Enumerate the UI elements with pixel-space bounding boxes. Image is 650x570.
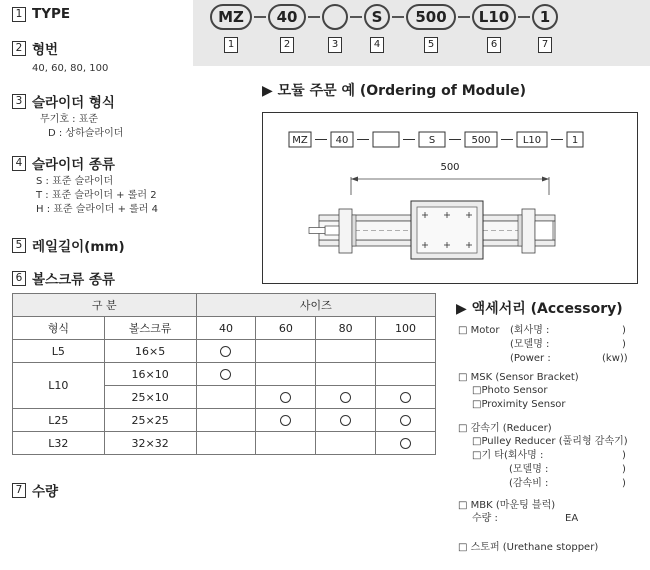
available-mark-icon (220, 369, 231, 380)
section-number: 1 (12, 7, 26, 22)
mark-cell (376, 340, 436, 363)
reducer-pulley: □Pulley Reducer (풀리형 감속기) (472, 436, 628, 447)
section-model (12, 38, 108, 76)
section-label: 슬라이더 형식 (32, 95, 115, 111)
section-slider-type (12, 91, 123, 141)
col-size: 40 (196, 317, 256, 340)
mark-cell (256, 409, 316, 432)
row-screw: 16×10 (104, 363, 196, 386)
code-dash (392, 16, 404, 18)
order-part: L10 (522, 135, 542, 146)
table-row (13, 340, 436, 363)
available-mark-icon (280, 415, 291, 426)
code-part-ballscrew (472, 4, 516, 53)
code-dash (308, 16, 320, 18)
reducer-ratio: (감속비 : (509, 478, 549, 489)
mark-cell (196, 432, 256, 455)
reducer-model-close: ) (622, 464, 626, 475)
accessory-msk: □ MSK (Sensor Bracket) (458, 372, 579, 383)
code-dash (254, 16, 266, 18)
code-pill: 40 (268, 4, 306, 30)
mark-cell (196, 363, 256, 386)
available-mark-icon (220, 346, 231, 357)
mark-cell (316, 409, 376, 432)
row-type: L5 (13, 340, 105, 363)
reducer-model: (모델명 : (509, 464, 549, 475)
mark-cell (376, 409, 436, 432)
section-label: TYPE (32, 6, 71, 22)
table-header-row (13, 317, 436, 340)
slider-kind-item: T : 표준 슬라이더 + 롤러 2 (36, 190, 157, 201)
mark-cell (316, 432, 376, 455)
section-slider-kind (12, 153, 158, 217)
section-number: 5 (12, 238, 26, 253)
code-part-quantity (532, 4, 558, 53)
section-rail-length (12, 235, 125, 255)
motor-model-close: ) (622, 339, 626, 350)
mark-cell (376, 386, 436, 409)
order-part: 500 (471, 135, 491, 146)
code-pill: 1 (532, 4, 558, 30)
section-number: 2 (12, 41, 26, 56)
code-pill: 500 (406, 4, 456, 30)
mark-cell (196, 409, 256, 432)
mark-cell (196, 386, 256, 409)
msk-proximity-sensor: □Proximity Sensor (472, 399, 566, 410)
section-type (12, 6, 70, 22)
dimension-label: 500 (440, 162, 460, 173)
mark-cell (376, 432, 436, 455)
code-part-slider-kind (364, 4, 390, 53)
slider-type-item: 무기호 : 표준 (40, 114, 99, 125)
header-size: 사이즈 (196, 294, 435, 317)
row-screw: 16×5 (104, 340, 196, 363)
reducer-other-close: ) (622, 450, 626, 461)
code-index: 4 (370, 37, 384, 53)
mark-cell (196, 340, 256, 363)
ballscrew-table (12, 293, 436, 455)
table-row (13, 432, 436, 455)
section-number: 6 (12, 271, 26, 286)
available-mark-icon (400, 415, 411, 426)
ordering-title: ▶ 모듈 주문 예 (Ordering of Module) (262, 83, 526, 99)
mark-cell (316, 340, 376, 363)
available-mark-icon (340, 415, 351, 426)
code-part-series (210, 4, 252, 53)
slider-kind-item: H : 표준 슬라이더 + 롤러 4 (36, 204, 158, 215)
row-type: L10 (13, 363, 105, 409)
mark-cell (316, 363, 376, 386)
code-part-size (268, 4, 306, 53)
code-index: 6 (487, 37, 501, 53)
col-type: 형식 (13, 317, 105, 340)
code-index: 7 (538, 37, 552, 53)
accessory-mbk: □ MBK (마운팅 블럭) (458, 500, 556, 511)
col-size: 60 (256, 317, 316, 340)
available-mark-icon (400, 438, 411, 449)
section-label: 형번 (32, 42, 59, 58)
section-number: 4 (12, 156, 26, 171)
order-part: MZ (292, 135, 308, 146)
code-index: 2 (280, 37, 294, 53)
table-row (13, 363, 436, 386)
row-type: L32 (13, 432, 105, 455)
section-quantity (12, 480, 58, 500)
motor-power: (Power : (510, 353, 551, 364)
code-index: 1 (224, 37, 238, 53)
order-part: S (428, 135, 436, 146)
row-screw: 32×32 (104, 432, 196, 455)
accessory-title: ▶ 액세서리 (Accessory) (456, 301, 623, 317)
col-screw: 볼스크류 (104, 317, 196, 340)
code-pill: L10 (472, 4, 516, 30)
order-code (210, 4, 558, 53)
table-row (13, 409, 436, 432)
accessory-reducer: □ 감속기 (Reducer) (458, 423, 552, 434)
slider-kind-item: S : 표준 슬라이더 (36, 176, 114, 187)
available-mark-icon (340, 392, 351, 403)
available-mark-icon (280, 392, 291, 403)
mark-cell (376, 363, 436, 386)
section-number: 3 (12, 94, 26, 109)
module-drawing (263, 113, 637, 283)
msk-photo-sensor: □Photo Sensor (472, 385, 548, 396)
mark-cell (256, 386, 316, 409)
motor-power-unit: (kw)) (602, 353, 628, 364)
row-screw: 25×10 (104, 386, 196, 409)
section-number: 7 (12, 483, 26, 498)
section-label: 수량 (32, 484, 59, 500)
code-part-rail-length (406, 4, 456, 53)
motor-maker-close: ) (622, 325, 626, 336)
order-part: 1 (571, 135, 579, 146)
mark-cell (256, 363, 316, 386)
code-dash (518, 16, 530, 18)
motor-maker: (회사명 : (510, 325, 550, 336)
code-pill: MZ (210, 4, 252, 30)
section-label: 슬라이더 종류 (32, 157, 115, 173)
accessory-motor: □ Motor (458, 325, 500, 336)
col-size: 80 (316, 317, 376, 340)
code-index: 5 (424, 37, 438, 53)
row-type: L25 (13, 409, 105, 432)
section-ballscrew (12, 268, 115, 288)
mbk-unit: EA (565, 513, 579, 524)
code-dash (350, 16, 362, 18)
reducer-ratio-close: ) (622, 478, 626, 489)
available-mark-icon (400, 392, 411, 403)
table-header-row (13, 294, 436, 317)
ordering-diagram (262, 112, 638, 284)
model-values: 40, 60, 80, 100 (32, 63, 109, 74)
row-screw: 25×25 (104, 409, 196, 432)
slider-type-item: D : 상하슬라이더 (48, 128, 124, 139)
accessory-stopper: □ 스토퍼 (Urethane stopper) (458, 542, 599, 553)
code-part-slider-type (322, 4, 348, 53)
reducer-other: □기 타(회사명 : (472, 450, 544, 461)
mbk-qty: 수량 : (472, 513, 498, 524)
code-dash (458, 16, 470, 18)
mark-cell (316, 386, 376, 409)
col-size: 100 (376, 317, 436, 340)
code-pill (322, 4, 348, 30)
header-group: 구 분 (13, 294, 197, 317)
section-label: 볼스크류 종류 (32, 272, 115, 288)
code-pill: S (364, 4, 390, 30)
mark-cell (256, 432, 316, 455)
motor-model: (모델명 : (510, 339, 550, 350)
code-index: 3 (328, 37, 342, 53)
order-part: 40 (335, 135, 349, 146)
section-label: 레일길이(mm) (32, 239, 125, 255)
mark-cell (256, 340, 316, 363)
